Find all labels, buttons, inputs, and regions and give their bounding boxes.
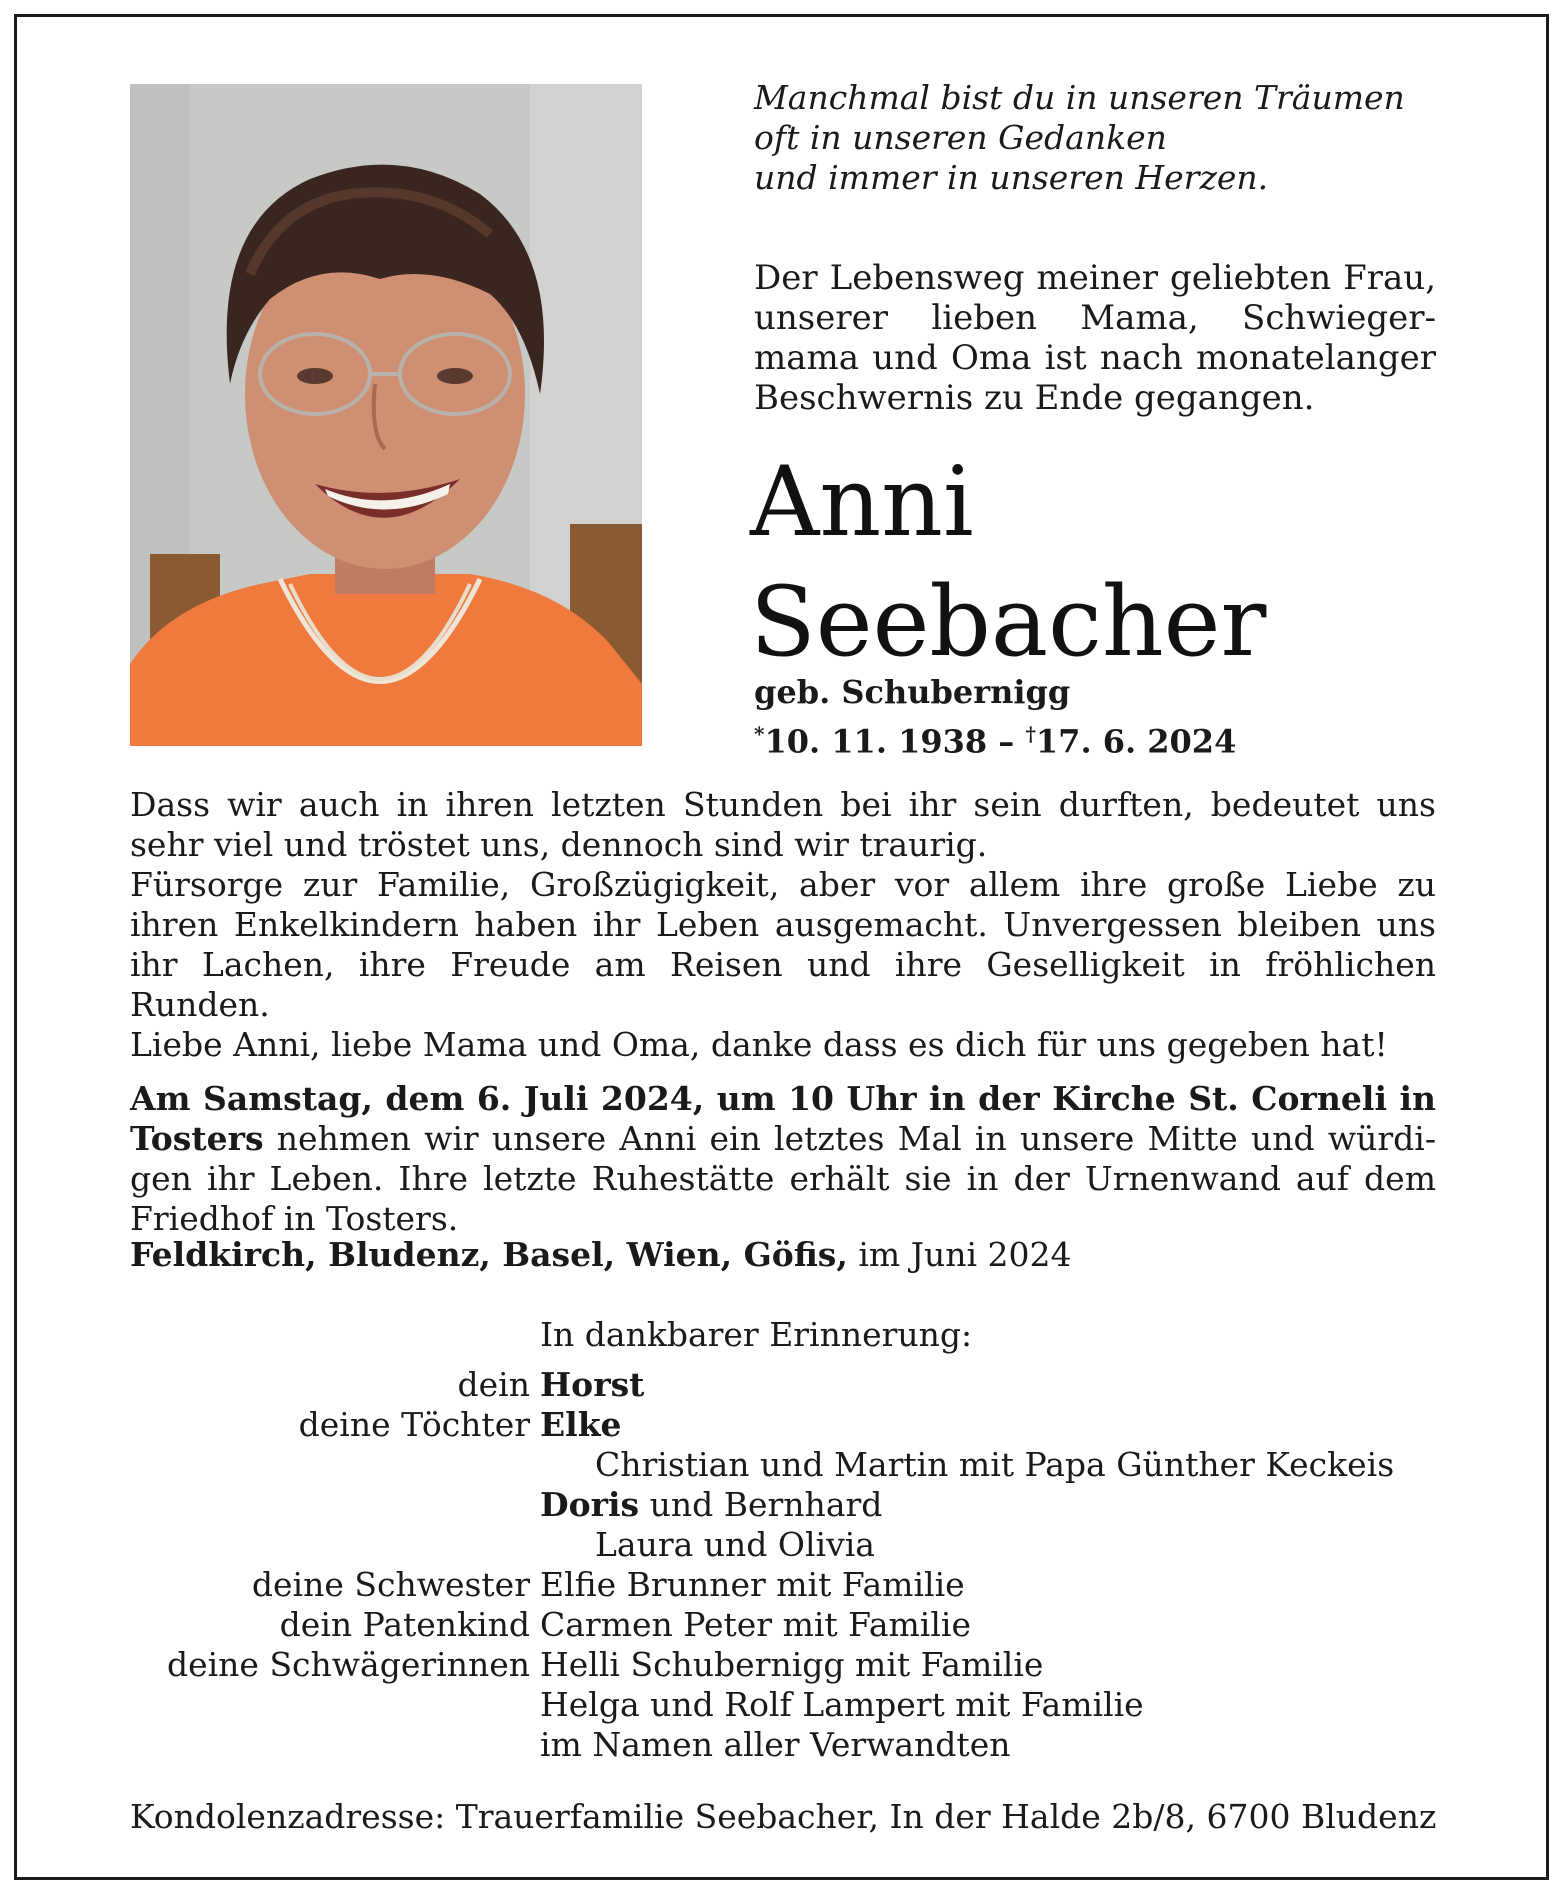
family-relation <box>130 1445 530 1485</box>
intro-text: Der Lebensweg meiner geliebten Frau, unserer lieben Mama, Schwieger- mama und Oma ist nach monatelanger Beschwernis zu Ende gegangen. <box>754 258 1436 418</box>
family-row <box>130 1405 1394 1445</box>
family-relation: deine Schwester <box>251 1565 530 1604</box>
family-relation <box>130 1685 530 1725</box>
family-member <box>595 1525 875 1565</box>
condolence-address: Kondolenzadresse: Trauerfamilie Seebacher, In der Halde 2b/8, 6700 Bludenz <box>130 1797 1437 1836</box>
family-member <box>540 1565 965 1605</box>
family-member-name: im Namen aller Verwandten <box>540 1725 1011 1764</box>
family-row <box>130 1525 1394 1565</box>
family-member <box>540 1725 1010 1765</box>
family-member <box>595 1445 1394 1485</box>
date-line: im Juni 2024 <box>847 1235 1072 1274</box>
body-paragraph-2: Fürsorge zur Familie, Großzügigkeit, aber vor allem ihre große Liebe zu ihren Enkelkindern haben ihr Leben ausgemacht. Unvergessen bleiben uns ihr Lachen, ihre Freude am Reisen und ihre Geselligkeit in fröhlichen Runden. <box>130 865 1436 1024</box>
family-member-name: und Bernhard <box>639 1485 883 1524</box>
date-separator: – <box>998 722 1015 761</box>
service-text: nehmen wir unsere Anni ein letztes Mal in unsere Mitte und würdi- gen ihr Leben. Ihre letzte Ruhestätte erhält sie in der Urnenwand auf dem Friedhof in Tosters. <box>130 1119 1436 1238</box>
gratitude-heading: In dankbarer Erinnerung: <box>540 1315 973 1354</box>
service-details: Am Samstag, dem 6. Juli 2024, um 10 Uhr in der Kirche St. Corneli in Tosters <box>130 1079 1436 1158</box>
poem-line-2: oft in unseren Gedanken <box>754 118 1167 157</box>
poem <box>754 78 1405 198</box>
family-list <box>130 1365 1394 1765</box>
family-row <box>130 1725 1394 1765</box>
family-row <box>130 1685 1394 1725</box>
family-member <box>540 1405 622 1445</box>
family-member-name: Carmen Peter mit Familie <box>540 1605 971 1644</box>
obituary-body <box>130 785 1436 1239</box>
family-row <box>130 1445 1394 1485</box>
first-name: Anni <box>750 446 974 558</box>
places-line <box>130 1235 1071 1275</box>
family-relation <box>130 1485 530 1525</box>
family-member-name: Laura und Olivia <box>595 1525 875 1564</box>
family-row <box>130 1645 1394 1685</box>
family-row <box>130 1485 1394 1525</box>
family-member <box>540 1685 1144 1725</box>
family-member-name-bold: Elke <box>540 1405 622 1444</box>
family-member-name: Christian und Martin mit Papa Günther Keckeis <box>595 1445 1395 1484</box>
family-row <box>130 1565 1394 1605</box>
portrait-photo <box>130 84 642 746</box>
family-member-name: Helga und Rolf Lampert mit Familie <box>540 1685 1144 1724</box>
birth-date: 10. 11. 1938 <box>764 722 988 761</box>
family-member <box>540 1645 1043 1685</box>
family-relation <box>130 1525 530 1565</box>
poem-line-1: Manchmal bist du in unseren Träumen <box>754 78 1405 117</box>
deceased-name <box>750 442 1266 682</box>
places: Feldkirch, Bludenz, Basel, Wien, Göfis, <box>130 1235 848 1274</box>
family-relation: deine Schwägerinnen <box>166 1645 530 1684</box>
family-member-name: Helli Schubernigg mit Familie <box>540 1645 1044 1684</box>
death-date: 17. 6. 2024 <box>1035 722 1237 761</box>
service-announcement <box>130 1079 1436 1239</box>
birth-symbol: * <box>754 722 765 746</box>
family-row <box>130 1365 1394 1405</box>
poem-line-3: und immer in unseren Herzen. <box>754 158 1269 197</box>
family-relation: dein <box>457 1365 530 1404</box>
family-member-name-bold: Doris <box>540 1485 640 1524</box>
family-member <box>540 1485 882 1525</box>
death-symbol: † <box>1025 722 1036 746</box>
last-name: Seebacher <box>750 566 1267 678</box>
family-relation <box>130 1725 530 1765</box>
life-dates <box>754 714 1236 762</box>
family-member <box>540 1365 644 1405</box>
family-relation: deine Töchter <box>298 1405 530 1444</box>
family-relation: dein Patenkind <box>279 1605 530 1644</box>
family-member-name: Elfie Brunner mit Familie <box>540 1565 965 1604</box>
body-paragraph-3: Liebe Anni, liebe Mama und Oma, danke dass es dich für uns gegeben hat! <box>130 1025 1388 1064</box>
family-member <box>540 1605 971 1645</box>
family-member-name-bold: Horst <box>540 1365 645 1404</box>
family-row <box>130 1605 1394 1645</box>
maiden-name: geb. Schubernigg <box>754 673 1071 711</box>
body-paragraph-1: Dass wir auch in ihren letzten Stunden bei ihr sein durften, bedeutet uns sehr viel und tröstet uns, dennoch sind wir traurig. <box>130 785 1436 864</box>
